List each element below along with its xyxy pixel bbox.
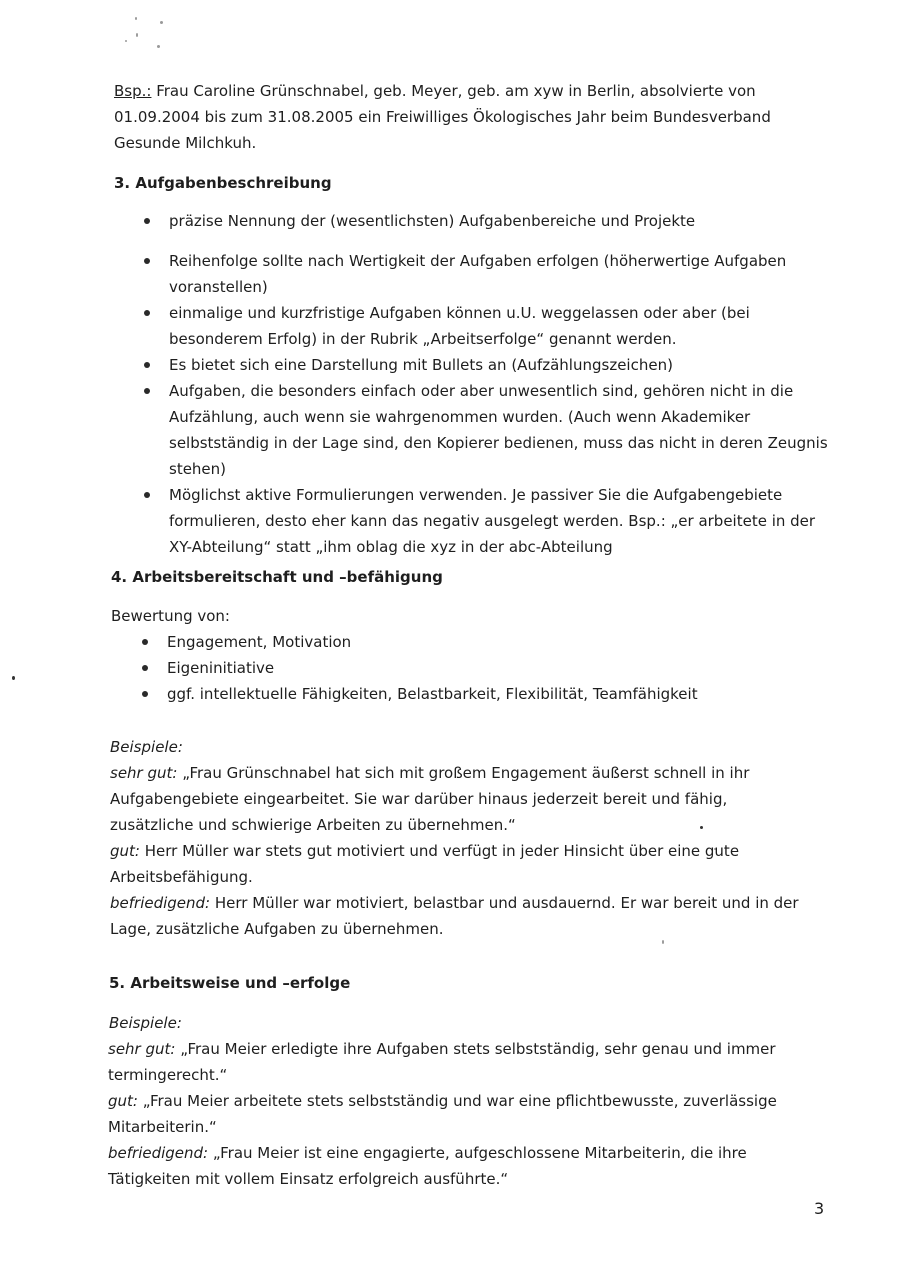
grade-label: befriedigend: (108, 1144, 209, 1162)
example-satisfactory (110, 890, 800, 942)
grade-label: sehr gut: (108, 1040, 176, 1058)
example-good (108, 1088, 808, 1140)
section-3-heading: 3. Aufgabenbeschreibung (114, 174, 332, 192)
list-item: einmalige und kurzfristige Aufgaben können u.U. weggelassen oder aber (bei besonderem Erfolg) in der Rubrik „Arbeitserfolge“ genannt werden. (141, 300, 831, 352)
example-very-good (110, 760, 800, 838)
section-3-bullets (141, 208, 831, 560)
example-good (110, 838, 800, 890)
list-item: Eigeninitiative (139, 655, 829, 681)
grade-label: gut: (108, 1092, 138, 1110)
example-text: „Frau Meier erledigte ihre Aufgaben stets selbstständig, sehr genau und immer termingerecht.“ (108, 1040, 776, 1084)
list-item: Es bietet sich eine Darstellung mit Bullets an (Aufzählungszeichen) (141, 352, 831, 378)
section-4-examples-label: Beispiele: (110, 738, 183, 756)
section-4-intro: Bewertung von: (111, 607, 230, 625)
grade-label: befriedigend: (110, 894, 211, 912)
intro-label: Bsp.: (114, 82, 152, 100)
grade-label: sehr gut: (110, 764, 178, 782)
list-item: Reihenfolge sollte nach Wertigkeit der Aufgaben erfolgen (höherwertige Aufgaben voranstellen) (141, 248, 831, 300)
example-satisfactory (108, 1140, 808, 1192)
example-very-good (108, 1036, 808, 1088)
list-item: Aufgaben, die besonders einfach oder aber unwesentlich sind, gehören nicht in die Aufzählung, auch wenn sie wahrgenommen wurden. (Auch wenn Akademiker selbstständig in der Lage sind, den Kopierer bedienen, muss das nicht in deren Zeugnis stehen) (141, 378, 831, 482)
section-4-bullets (139, 629, 829, 707)
example-text: Herr Müller war stets gut motiviert und verfügt in jeder Hinsicht über eine gute Arbeitsbefähigung. (110, 842, 740, 886)
grade-label: gut: (110, 842, 140, 860)
section-5-heading: 5. Arbeitsweise und –erfolge (109, 974, 351, 992)
example-text: „Frau Meier arbeitete stets selbstständig und war eine pflichtbewusste, zuverlässige Mitarbeiterin.“ (108, 1092, 777, 1136)
section-5-examples (108, 1036, 808, 1192)
page-number: 3 (814, 1199, 825, 1218)
section-4-examples (110, 760, 800, 942)
list-item: präzise Nennung der (wesentlichsten) Aufgabenbereiche und Projekte (141, 208, 831, 234)
intro-paragraph (114, 78, 814, 156)
example-text: „Frau Grünschnabel hat sich mit großem Engagement äußerst schnell in ihr Aufgabengebiete eingearbeitet. Sie war darüber hinaus jederzeit bereit und fähig, zusätzliche und schwierige Arbeiten zu übernehmen.“ (110, 764, 750, 834)
section-4-heading: 4. Arbeitsbereitschaft und –befähigung (111, 568, 443, 586)
list-item: ggf. intellektuelle Fähigkeiten, Belastbarkeit, Flexibilität, Teamfähigkeit (139, 681, 829, 707)
list-item: Engagement, Motivation (139, 629, 829, 655)
intro-text: Frau Caroline Grünschnabel, geb. Meyer, geb. am xyw in Berlin, absolvierte von 01.09.2004 bis zum 31.08.2005 ein Freiwilliges Ökologisches Jahr beim Bundesverband Gesunde Milchkuh. (114, 82, 771, 152)
example-text: Herr Müller war motiviert, belastbar und ausdauernd. Er war bereit und in der Lage, zusätzliche Aufgaben zu übernehmen. (110, 894, 799, 938)
example-text: „Frau Meier ist eine engagierte, aufgeschlossene Mitarbeiterin, die ihre Tätigkeiten mit vollem Einsatz erfolgreich ausführte.“ (108, 1144, 747, 1188)
list-item: Möglichst aktive Formulierungen verwenden. Je passiver Sie die Aufgabengebiete formulieren, desto eher kann das negativ ausgelegt werden. Bsp.: „er arbeitete in der XY-Abteilung“ statt „ihm oblag die xyz in der abc-Abteilung (141, 482, 831, 560)
section-5-examples-label: Beispiele: (109, 1014, 182, 1032)
